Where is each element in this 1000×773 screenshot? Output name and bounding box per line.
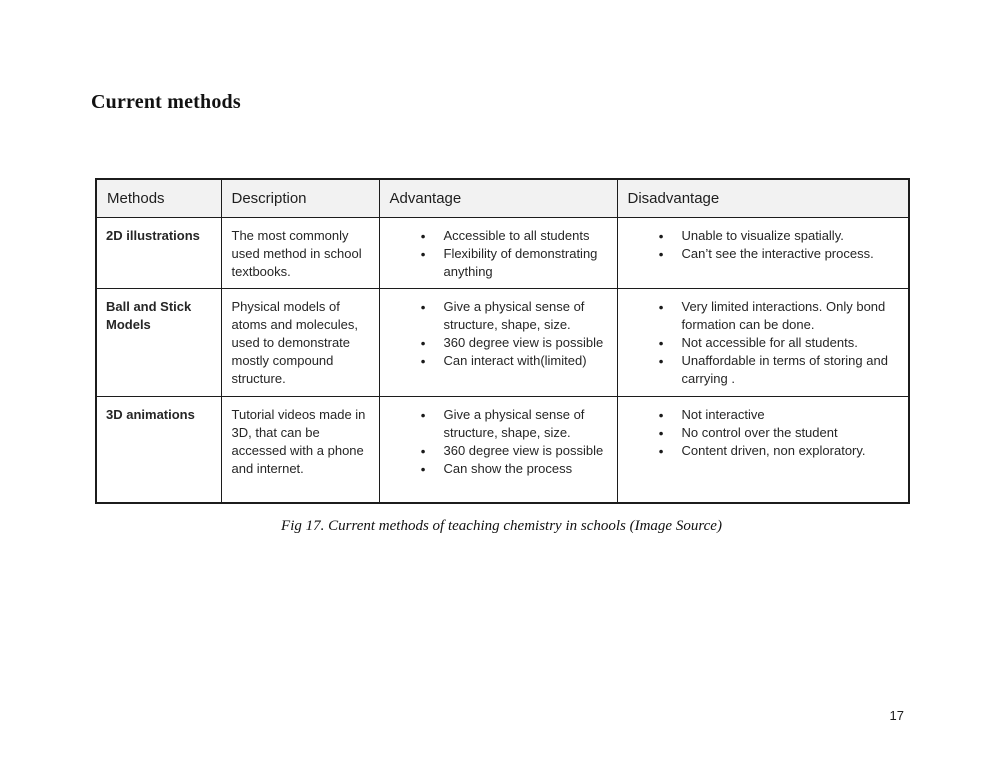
advantage-cell <box>379 396 617 503</box>
bullet-item: ● Not interactive <box>618 406 903 424</box>
bullet-item: ● Not accessible for all students. <box>618 334 903 352</box>
disadvantage-list <box>618 406 903 460</box>
column-header: Methods <box>96 179 221 217</box>
bullet-item: ● No control over the student <box>618 424 903 442</box>
disadvantage-list <box>618 227 903 263</box>
bullet-item: ● 360 degree view is possible <box>380 442 611 460</box>
method-cell: Ball and Stick Models <box>96 288 221 396</box>
advantage-cell <box>379 288 617 396</box>
table-row <box>96 288 909 396</box>
bullet-item: ● Very limited interactions. Only bond formation can be done. <box>618 298 903 334</box>
column-header: Advantage <box>379 179 617 217</box>
disadvantage-cell <box>617 396 909 503</box>
description-cell: The most commonly used method in school textbooks. <box>221 217 379 288</box>
advantage-list <box>380 406 611 478</box>
advantage-list <box>380 298 611 370</box>
table-header-row <box>96 179 909 217</box>
disadvantage-cell <box>617 217 909 288</box>
methods-table <box>95 178 910 504</box>
bullet-item: ● Unaffordable in terms of storing and carrying . <box>618 352 903 388</box>
advantage-cell <box>379 217 617 288</box>
bullet-item: ● Can’t see the interactive process. <box>618 245 903 263</box>
page-number: 17 <box>889 708 904 723</box>
caption-close: ) <box>716 518 722 534</box>
bullet-item: ● Flexibility of demonstrating anything <box>380 245 611 281</box>
description-cell: Tutorial videos made in 3D, that can be accessed with a phone and internet. <box>221 396 379 503</box>
bullet-item: ● Can show the process <box>380 460 611 478</box>
image-source-link[interactable]: Image Source <box>634 518 717 534</box>
methods-table-wrap <box>95 178 908 504</box>
bullet-item: ● Unable to visualize spatially. <box>618 227 903 245</box>
column-header: Disadvantage <box>617 179 909 217</box>
table-body <box>96 217 909 503</box>
method-cell: 3D animations <box>96 396 221 503</box>
bullet-item: ● Can interact with(limited) <box>380 352 611 370</box>
bullet-item: ● 360 degree view is possible <box>380 334 611 352</box>
figure-caption <box>95 518 908 535</box>
page-title: Current methods <box>91 91 241 113</box>
caption-text: Fig 17. Current methods of teaching chemistry in schools ( <box>281 518 635 534</box>
column-header: Description <box>221 179 379 217</box>
disadvantage-list <box>618 298 903 388</box>
table-row <box>96 217 909 288</box>
table-row <box>96 396 909 503</box>
bullet-item: ● Accessible to all students <box>380 227 611 245</box>
bullet-item: ● Give a physical sense of structure, shape, size. <box>380 406 611 442</box>
disadvantage-cell <box>617 288 909 396</box>
bullet-item: ● Content driven, non exploratory. <box>618 442 903 460</box>
advantage-list <box>380 227 611 281</box>
bullet-item: ● Give a physical sense of structure, shape, size. <box>380 298 611 334</box>
method-cell: 2D illustrations <box>96 217 221 288</box>
description-cell: Physical models of atoms and molecules, used to demonstrate mostly compound structure. <box>221 288 379 396</box>
